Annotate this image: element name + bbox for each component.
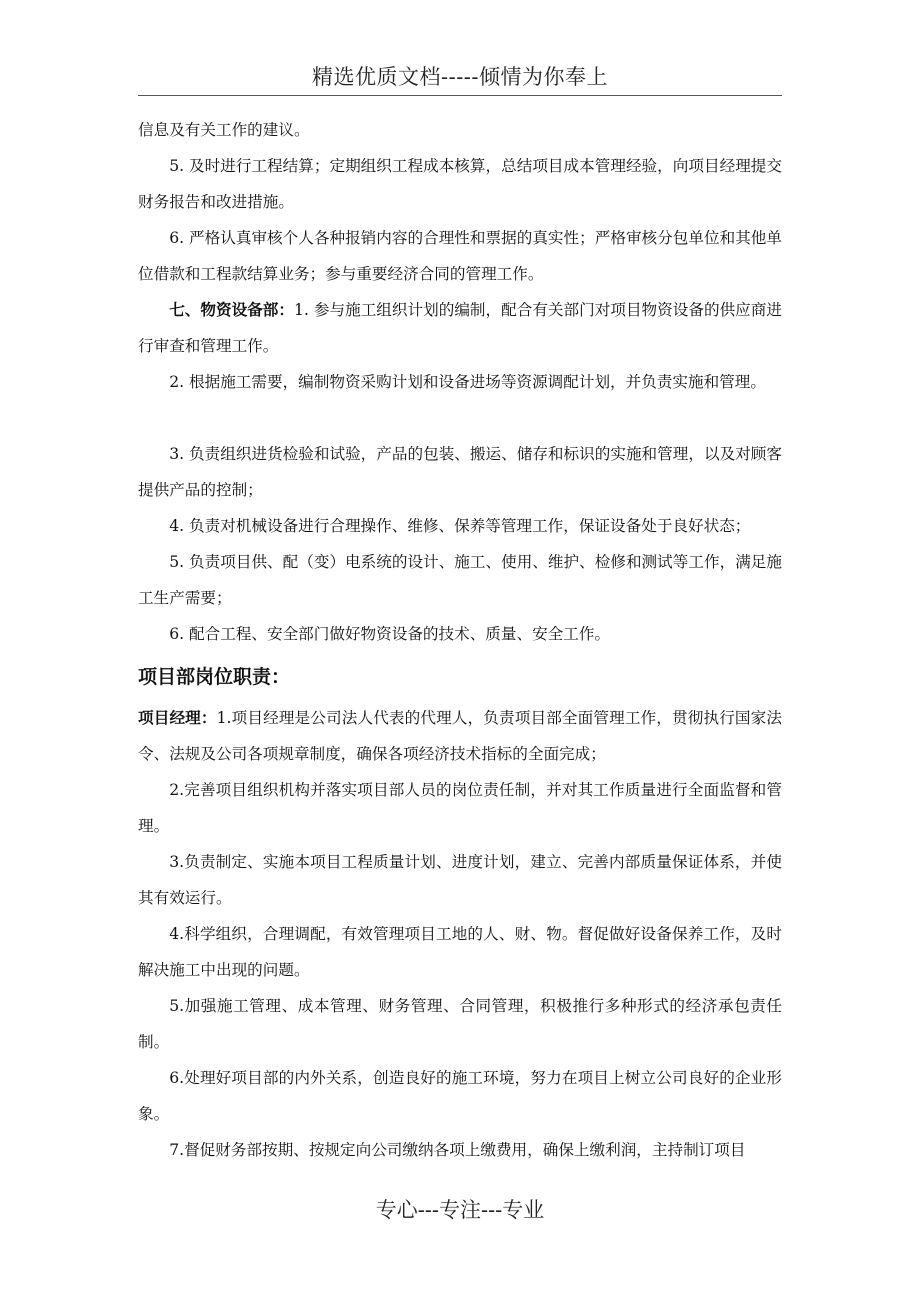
document-body [138,112,782,1168]
pm-item-3: 3.负责制定、实施本项目工程质量计划、进度计划，建立、完善内部质量保证体系，并使其有效运行。 [138,853,782,907]
materials-item-3: 3. 负责组织进货检验和试验，产品的包装、搬运、储存和标识的实施和管理，以及对顾客提供产品的控制； [138,445,782,499]
pm-item-1-text: 1.项目经理是公司法人代表的代理人，负责项目部全面管理工作，贯彻执行国家法令、法规及公司各项规章制度，确保各项经济技术指标的全面完成； [138,709,782,763]
pm-item-7: 7.督促财务部按期、按规定向公司缴纳各项上缴费用，确保上缴利润，主持制订项目 [169,1141,746,1159]
page-footer: 专心---专注---专业 [375,1198,545,1222]
materials-item-4: 4. 负责对机械设备进行合理操作、维修、保养等管理工作，保证设备处于良好状态； [169,517,751,535]
header-divider [138,95,782,96]
materials-item-6: 6. 配合工程、安全部门做好物资设备的技术、质量、安全工作。 [169,625,611,643]
materials-item-1 [138,292,782,364]
pm-item-5: 5.加强施工管理、成本管理、财务管理、合同管理，积极推行多种形式的经济承包责任制。 [138,997,782,1051]
pm-item-4: 4.科学组织，合理调配，有效管理项目工地的人、财、物。督促做好设备保养工作，及时解决施工中出现的问题。 [138,925,782,979]
pm-item-6: 6.处理好项目部的内外关系，创造良好的施工环境，努力在项目上树立公司良好的企业形象。 [138,1069,782,1123]
blank-line [138,400,782,436]
materials-item-2: 2. 根据施工需要，编制物资采购计划和设备进场等资源调配计划，并负责实施和管理。 [169,373,766,391]
materials-item-5: 5. 负责项目供、配（变）电系统的设计、施工、使用、维护、检修和测试等工作，满足施工生产需要； [138,553,782,607]
pm-item-1 [138,700,782,772]
section-heading-duties: 项目部岗位职责： [138,666,291,688]
page-header: 精选优质文档-----倾情为你奉上 [312,65,608,89]
pm-item-2: 2.完善项目组织机构并落实项目部人员的岗位责任制，并对其工作质量进行全面监督和管理。 [138,781,782,835]
finance-item-6: 6. 严格认真审核个人各种报销内容的合理性和票据的真实性；严格审核分包单位和其他单位借款和工程款结算业务；参与重要经济合同的管理工作。 [138,229,782,283]
materials-item-1-text: 1. 参与施工组织计划的编制，配合有关部门对项目物资设备的供应商进行审查和管理工作。 [138,301,782,355]
pm-title: 项目经理： [138,708,217,727]
materials-dept-title: 七、物资设备部： [169,300,295,319]
finance-paragraph-continued: 信息及有关工作的建议。 [138,121,310,139]
finance-item-5: 5. 及时进行工程结算；定期组织工程成本核算，总结项目成本管理经验，向项目经理提交财务报告和改进措施。 [138,157,782,211]
